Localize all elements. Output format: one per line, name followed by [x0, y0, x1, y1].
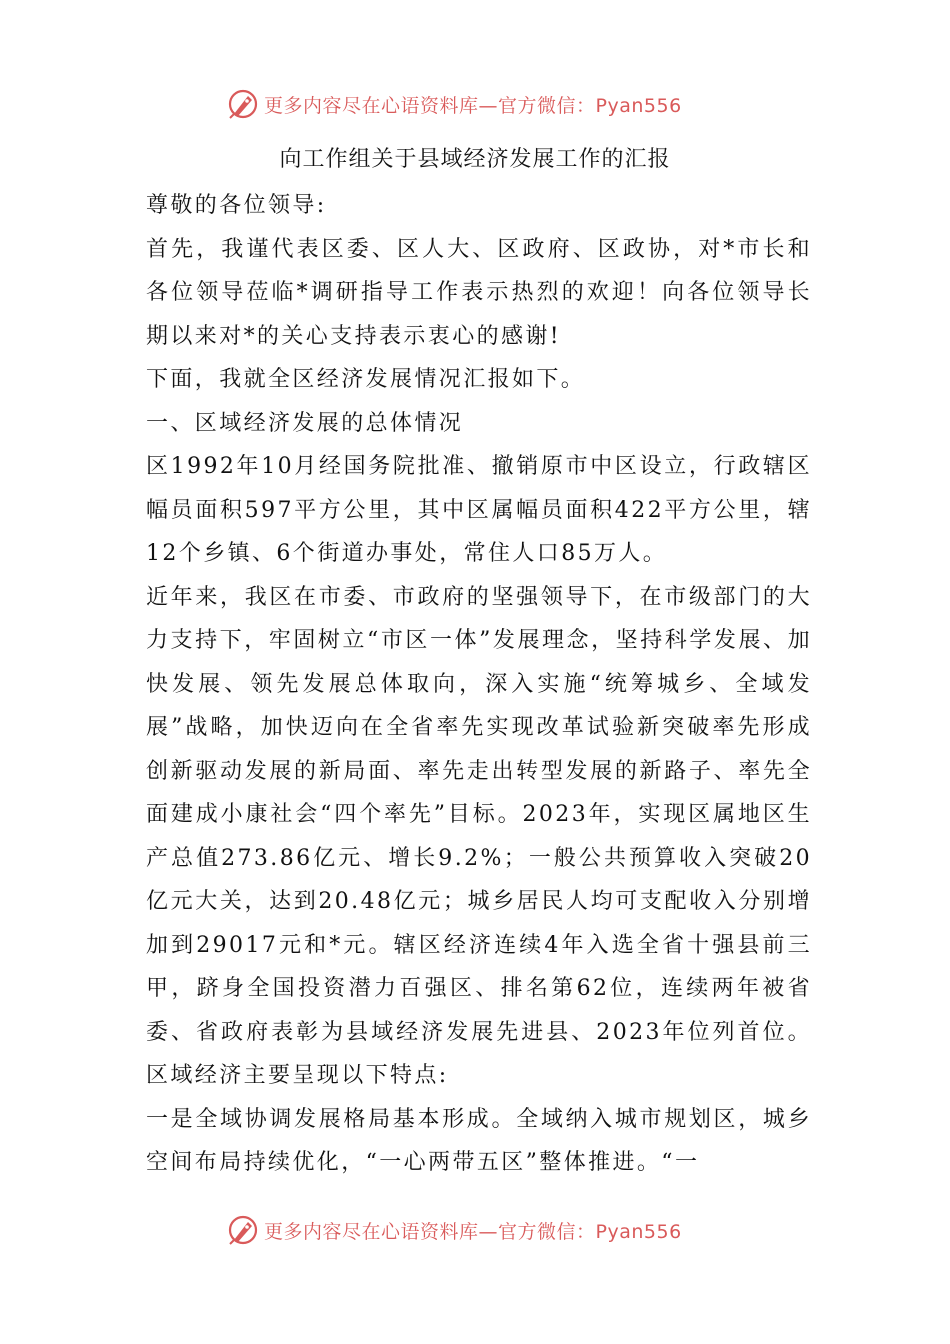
watermark-text: 更多内容尽在心语资料库—官方微信：Pyan556 [264, 1220, 682, 1243]
watermark-text: 更多内容尽在心语资料库—官方微信：Pyan556 [264, 94, 682, 117]
document-body [146, 184, 812, 1185]
paragraph-feature-one: 一是全域协调发展格局基本形成。全域纳入城市规划区，城乡空间布局持续优化，“一心两带五区”整体推进。“一 [146, 1106, 812, 1175]
paragraph-recent-development: 近年来，我区在市委、市政府的坚强领导下，在市级部门的大力支持下，牢固树立“市区一体”发展理念，坚持科学发展、加快发展、领先发展总体取向，深入实施“统筹城乡、全域发展”战略，加快迈向在全省率先实现改革试验新突破率先形成创新驱动发展的新局面、率先走出转型发展的新路子、率先全面建成小康社会“四个率先”目标。2023年，实现区属地区生产总值273.86亿元、增长9.2%；一般公共预算收入突破20亿元大关，达到20.48亿元；城乡居民人均可支配收入分别增加到29017元和*元。辖区经济连续4年入选全省十强县前三甲，跻身全国投资潜力百强区、排名第62位，连续两年被省委、省政府表彰为县域经济发展先进县、2023年位列首位。区域经济主要呈现以下特点: [146, 584, 812, 1088]
watermark-footer [226, 1210, 682, 1250]
section-heading-1: 一、区域经济发展的总体情况 [146, 410, 464, 436]
pen-nib-logo-icon [226, 1213, 260, 1247]
pen-nib-logo-icon [226, 87, 260, 121]
paragraph-intro: 下面，我就全区经济发展情况汇报如下。 [146, 367, 586, 392]
paragraph-salutation: 尊敬的各位领导: [146, 193, 327, 218]
paragraph-welcome: 首先，我谨代表区委、区人大、区政府、区政协，对*市长和各位领导莅临*调研指导工作表示热烈的欢迎！向各位领导长期以来对*的关心支持表示衷心的感谢! [146, 236, 812, 349]
watermark-header [226, 84, 682, 124]
paragraph-district-overview: 区1992年10月经国务院批准、撤销原市中区设立，行政辖区幅员面积597平方公里，其中区属幅员面积422平方公里，辖12个乡镇、6个街道办事处，常住人口85万人。 [146, 454, 812, 566]
document-title: 向工作组关于县域经济发展工作的汇报 [279, 147, 671, 172]
